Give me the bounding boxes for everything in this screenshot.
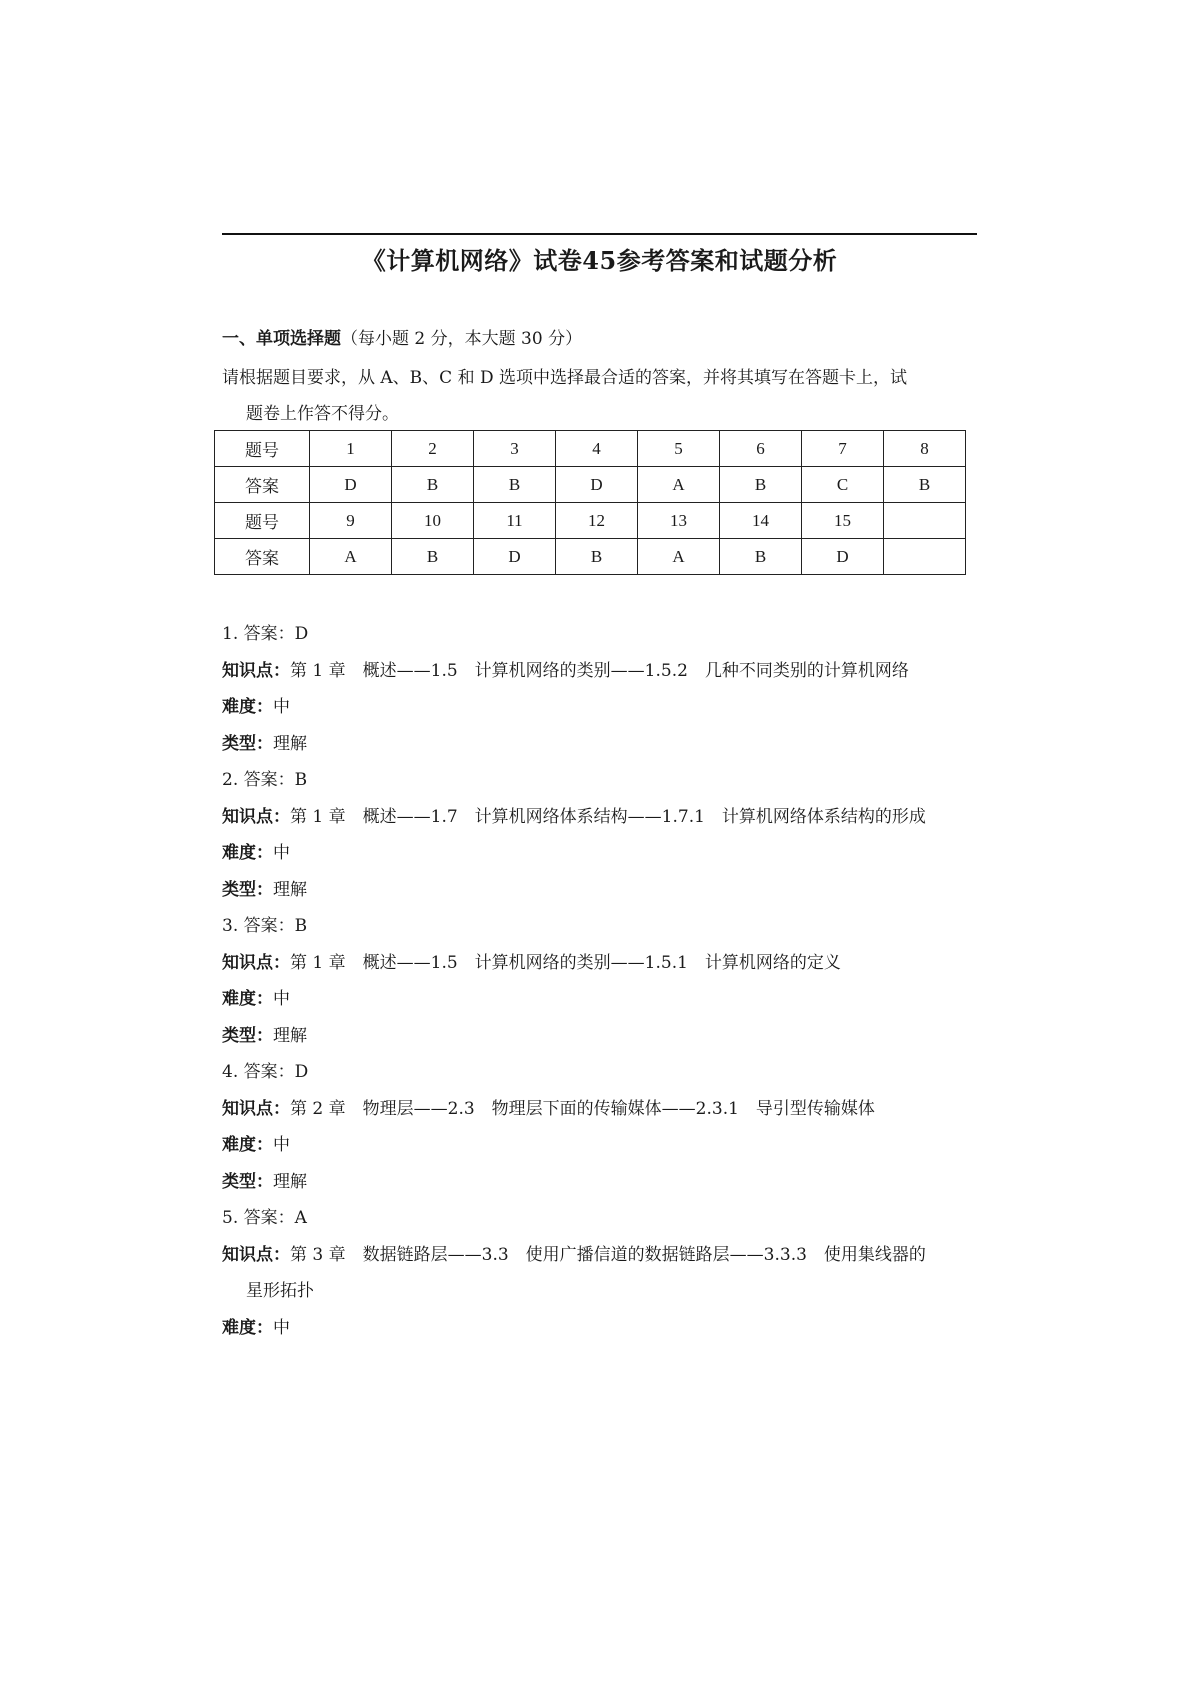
question-number-cell: 11 bbox=[474, 503, 556, 539]
question-number-cell: 7 bbox=[802, 431, 884, 467]
question-number-cell: 8 bbox=[884, 431, 966, 467]
section-heading bbox=[222, 324, 582, 354]
answer-cell: D bbox=[310, 467, 392, 503]
question-number-cell: 13 bbox=[638, 503, 720, 539]
knowledge-label: 知识点： bbox=[222, 952, 290, 973]
question-number-cell: 4 bbox=[556, 431, 638, 467]
type-label: 类型： bbox=[222, 879, 273, 900]
question-number-cell: 14 bbox=[720, 503, 802, 539]
row-header: 答案 bbox=[215, 467, 310, 503]
knowledge-text: 第 1 章 概述——1.5 计算机网络的类别——1.5.2 几种不同类别的计算机网络 bbox=[290, 660, 909, 681]
answer-text: 3. 答案：B bbox=[222, 916, 308, 936]
answer-cell bbox=[884, 539, 966, 575]
difficulty-value: 中 bbox=[273, 1135, 290, 1155]
difficulty-label: 难度： bbox=[222, 1135, 273, 1155]
page-title: 《计算机网络》试卷45参考答案和试题分析 bbox=[361, 246, 838, 275]
knowledge-label: 知识点： bbox=[222, 660, 290, 681]
answer-analysis-list bbox=[222, 616, 987, 1346]
answer-line bbox=[222, 762, 987, 799]
difficulty-line bbox=[222, 981, 987, 1018]
answer-line bbox=[222, 1054, 987, 1091]
difficulty-value: 中 bbox=[273, 989, 290, 1009]
section-heading-title: 一、单项选择题 bbox=[222, 329, 341, 349]
knowledge-text: 第 1 章 概述——1.7 计算机网络体系结构——1.7.1 计算机网络体系结构的形成 bbox=[290, 806, 926, 827]
answer-cell: A bbox=[638, 539, 720, 575]
row-header: 答案 bbox=[215, 539, 310, 575]
question-number-cell: 10 bbox=[392, 503, 474, 539]
instruction-line-1: 请根据题目要求，从 A、B、C 和 D 选项中选择最合适的答案，并将其填写在答题卡上，试 bbox=[222, 368, 908, 388]
answer-cell: D bbox=[474, 539, 556, 575]
type-value: 理解 bbox=[273, 1025, 307, 1046]
difficulty-value: 中 bbox=[273, 697, 290, 717]
instruction-line-2: 题卷上作答不得分。 bbox=[246, 404, 399, 424]
knowledge-point-line bbox=[222, 653, 987, 690]
type-label: 类型： bbox=[222, 1025, 273, 1046]
type-line bbox=[222, 726, 987, 763]
type-value: 理解 bbox=[273, 733, 307, 754]
knowledge-label: 知识点： bbox=[222, 806, 290, 827]
difficulty-line bbox=[222, 835, 987, 872]
type-value: 理解 bbox=[273, 879, 307, 900]
knowledge-point-line bbox=[222, 1091, 987, 1128]
question-number-cell bbox=[884, 503, 966, 539]
section-heading-note: （每小题 2 分，本大题 30 分） bbox=[341, 329, 583, 349]
answer-cell: B bbox=[474, 467, 556, 503]
difficulty-line bbox=[222, 689, 987, 726]
answer-row bbox=[215, 467, 966, 503]
difficulty-label: 难度： bbox=[222, 989, 273, 1009]
answer-cell: B bbox=[392, 539, 474, 575]
answer-table bbox=[214, 430, 966, 575]
knowledge-text: 第 3 章 数据链路层——3.3 使用广播信道的数据链路层——3.3.3 使用集线器的 bbox=[290, 1244, 926, 1265]
question-number-cell: 2 bbox=[392, 431, 474, 467]
answer-line bbox=[222, 1200, 987, 1237]
row-header: 题号 bbox=[215, 431, 310, 467]
answer-line bbox=[222, 908, 987, 945]
question-number-cell: 5 bbox=[638, 431, 720, 467]
question-number-row bbox=[215, 503, 966, 539]
question-number-cell: 3 bbox=[474, 431, 556, 467]
type-line bbox=[222, 872, 987, 909]
question-number-cell: 12 bbox=[556, 503, 638, 539]
answer-cell: B bbox=[884, 467, 966, 503]
knowledge-text: 第 2 章 物理层——2.3 物理层下面的传输媒体——2.3.1 导引型传输媒体 bbox=[290, 1098, 875, 1119]
type-label: 类型： bbox=[222, 1171, 273, 1192]
knowledge-point-line bbox=[222, 799, 987, 836]
question-number-cell: 15 bbox=[802, 503, 884, 539]
knowledge-text: 第 1 章 概述——1.5 计算机网络的类别——1.5.1 计算机网络的定义 bbox=[290, 952, 841, 973]
difficulty-label: 难度： bbox=[222, 1317, 273, 1338]
answer-cell: A bbox=[310, 539, 392, 575]
header-rule bbox=[222, 233, 977, 235]
question-number-cell: 1 bbox=[310, 431, 392, 467]
type-label: 类型： bbox=[222, 733, 273, 754]
answer-cell: B bbox=[392, 467, 474, 503]
difficulty-value: 中 bbox=[273, 1317, 290, 1338]
answer-cell: B bbox=[720, 467, 802, 503]
knowledge-text-continued: 星形拓扑 bbox=[246, 1281, 314, 1301]
answer-text: 5. 答案：A bbox=[222, 1208, 307, 1228]
knowledge-point-line bbox=[222, 945, 987, 982]
answer-text: 1. 答案：D bbox=[222, 624, 309, 644]
answer-text: 2. 答案：B bbox=[222, 770, 308, 790]
difficulty-label: 难度： bbox=[222, 697, 273, 717]
type-line bbox=[222, 1164, 987, 1201]
row-header: 题号 bbox=[215, 503, 310, 539]
answer-text: 4. 答案：D bbox=[222, 1062, 309, 1082]
knowledge-label: 知识点： bbox=[222, 1244, 290, 1265]
type-line bbox=[222, 1018, 987, 1055]
knowledge-point-line bbox=[222, 1237, 987, 1310]
answer-cell: A bbox=[638, 467, 720, 503]
knowledge-label: 知识点： bbox=[222, 1098, 290, 1119]
answer-cell: B bbox=[556, 539, 638, 575]
answer-cell: C bbox=[802, 467, 884, 503]
question-number-cell: 9 bbox=[310, 503, 392, 539]
answer-cell: B bbox=[720, 539, 802, 575]
type-value: 理解 bbox=[273, 1171, 307, 1192]
question-number-cell: 6 bbox=[720, 431, 802, 467]
question-number-row bbox=[215, 431, 966, 467]
section-instruction bbox=[222, 360, 982, 432]
answer-line bbox=[222, 616, 987, 653]
answer-cell: D bbox=[802, 539, 884, 575]
difficulty-line bbox=[222, 1127, 987, 1164]
answer-cell: D bbox=[556, 467, 638, 503]
difficulty-value: 中 bbox=[273, 843, 290, 863]
difficulty-label: 难度： bbox=[222, 843, 273, 863]
difficulty-line bbox=[222, 1310, 987, 1347]
answer-row bbox=[215, 539, 966, 575]
